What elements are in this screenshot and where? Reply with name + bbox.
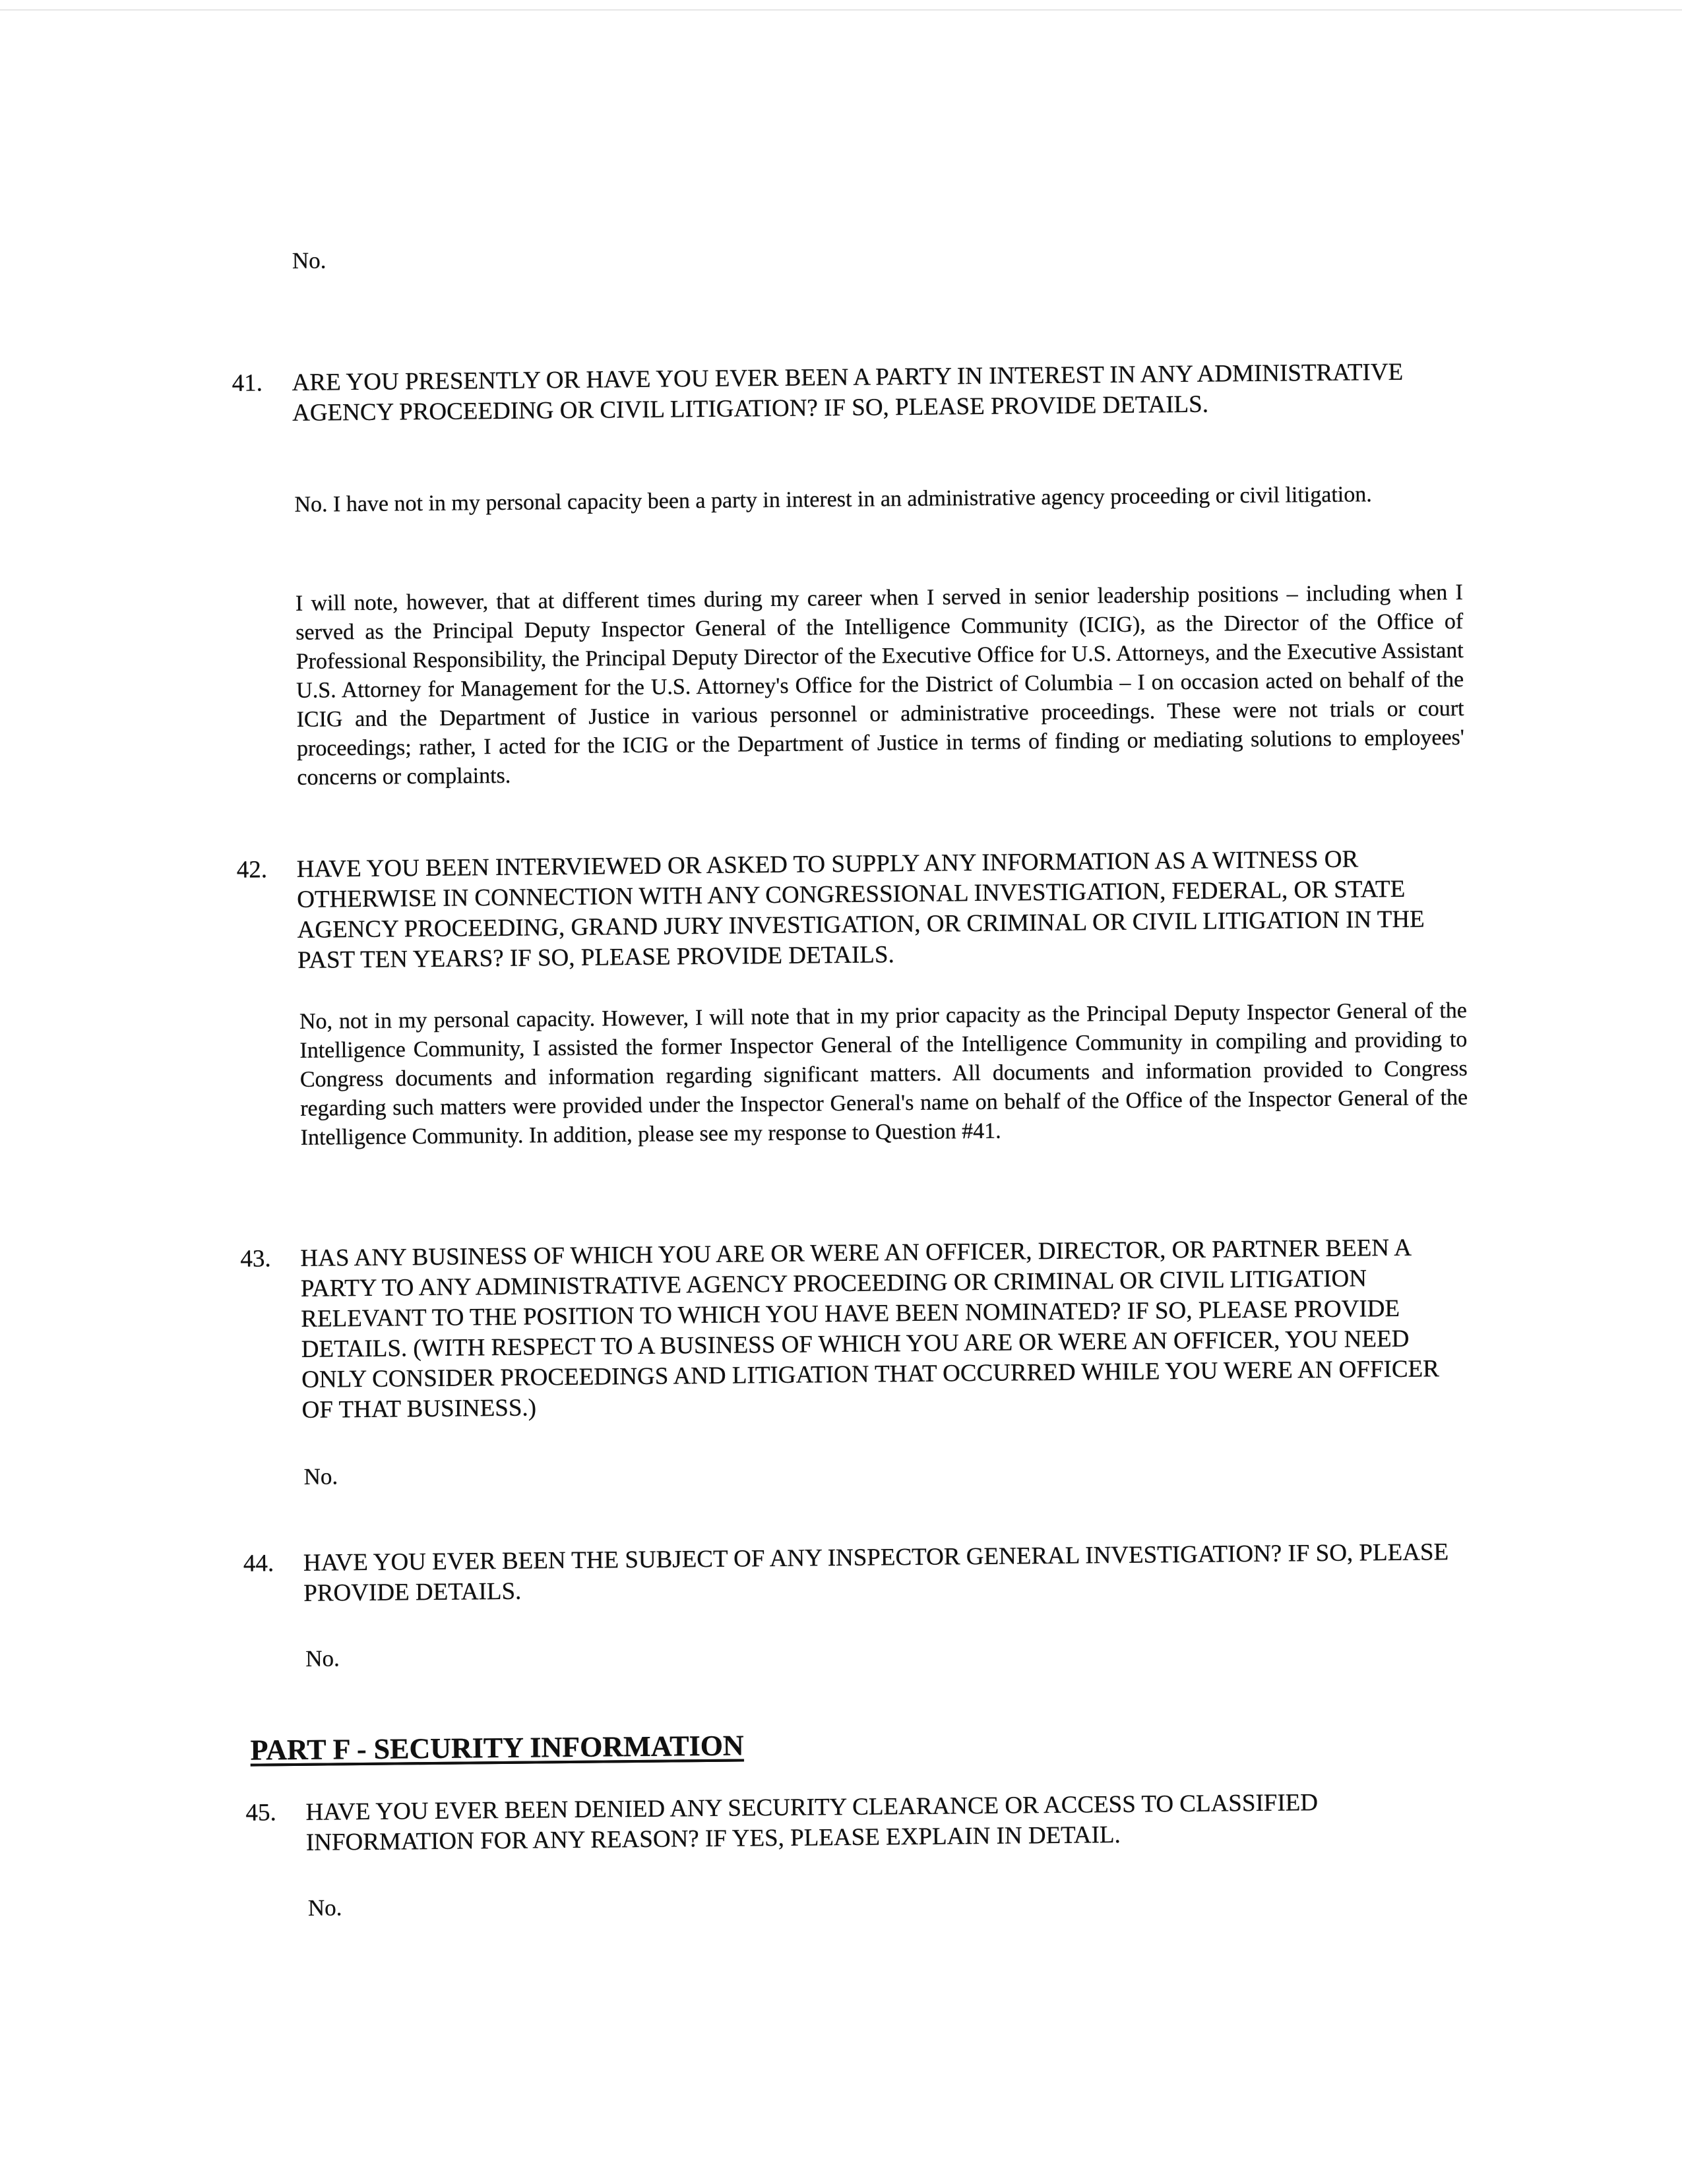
- question-number: 43.: [240, 1245, 271, 1273]
- question-43: [240, 1232, 1469, 1426]
- answer-41-p1: No. I have not in my personal capacity been a party in interest in an administrative agency proceeding or civil litigation.: [294, 482, 1372, 517]
- question-text: HAVE YOU EVER BEEN DENIED ANY SECURITY CLEARANCE OR ACCESS TO CLASSIFIED INFORMATION FOR ANY REASON? IF YES, PLEASE EXPLAIN IN DETAIL.: [305, 1789, 1319, 1856]
- answer-41-p2: I will note, however, that at different times during my career when I served in senior leadership positions – including when I served as the Principal Deputy Inspector General of the Intelligence Community (ICIG), as the Director of the Office of Professional Responsibility, the Principal Deputy Director of the Executive Office for U.S. Attorneys, and the Executive Assistant U.S. Attorney for Management for the U.S. Attorney's Office for the District of Columbia – I on occasion acted on behalf of the ICIG and the Department of Justice in various personnel or administrative proceedings. These were not trials or court proceedings; rather, I acted for the ICIG or the Department of Justice in terms of finding or mediating solutions to employees' concerns or complaints.: [295, 580, 1465, 790]
- question-number: 44.: [243, 1550, 274, 1577]
- question-text: ARE YOU PRESENTLY OR HAVE YOU EVER BEEN A PARTY IN INTEREST IN ANY ADMINISTRATIVE AGENCY PROCEEDING OR CIVIL LITIGATION? IF SO, PLEASE PROVIDE DETAILS.: [292, 358, 1404, 427]
- section-heading-part-f: PART F - SECURITY INFORMATION: [250, 1729, 744, 1767]
- question-number: 41.: [232, 369, 263, 397]
- question-44: [243, 1537, 1471, 1610]
- question-text: HAS ANY BUSINESS OF WHICH YOU ARE OR WERE AN OFFICER, DIRECTOR, OR PARTNER BEEN A PARTY TO ANY ADMINISTRATIVE AGENCY PROCEEDING OR CRIMINAL OR CIVIL LITIGATION RELEVANT TO THE POSITION TO WHICH YOU HAVE BEEN NOMINATED? IF SO, PLEASE PROVIDE DETAILS. (WITH RESPECT TO A BUSINESS OF WHICH YOU ARE OR WERE AN OFFICER, YOU NEED ONLY CONSIDER PROCEEDINGS AND LITIGATION THAT OCCURRED WHILE YOU WERE AN OFFICER OF THAT BUSINESS.): [300, 1234, 1440, 1424]
- answer-40: No.: [292, 247, 327, 274]
- question-number: 45.: [245, 1799, 276, 1827]
- answer-45: No.: [307, 1895, 342, 1921]
- answer-44: No.: [305, 1645, 340, 1672]
- question-42: [237, 843, 1465, 977]
- question-41: [232, 357, 1459, 429]
- answer-42: No, not in my personal capacity. However, I will note that in my prior capacity as the Principal Deputy Inspector General of the Intelligence Community, I assisted the former Inspector General of the Intelligence Community in compiling and providing to Congress documents and information regarding significant matters. All documents and information provided to Congress regarding such matters were provided under the Inspector General's name on behalf of the Office of the Inspector General of the Intelligence Community. In addition, please see my response to Question #41.: [299, 998, 1468, 1150]
- question-text: HAVE YOU BEEN INTERVIEWED OR ASKED TO SUPPLY ANY INFORMATION AS A WITNESS OR OTHERWISE IN CONNECTION WITH ANY CONGRESSIONAL INVESTIGATION, FEDERAL, OR STATE AGENCY PROCEEDING, GRAND JURY INVESTIGATION, OR CRIMINAL OR CIVIL LITIGATION IN THE PAST TEN YEARS? IF SO, PLEASE PROVIDE DETAILS.: [296, 845, 1425, 974]
- answer-43: No.: [303, 1463, 338, 1490]
- question-number: 42.: [236, 856, 268, 884]
- question-45: [245, 1786, 1473, 1859]
- question-text: HAVE YOU EVER BEEN THE SUBJECT OF ANY INSPECTOR GENERAL INVESTIGATION? IF SO, PLEASE PROVIDE DETAILS.: [303, 1538, 1449, 1607]
